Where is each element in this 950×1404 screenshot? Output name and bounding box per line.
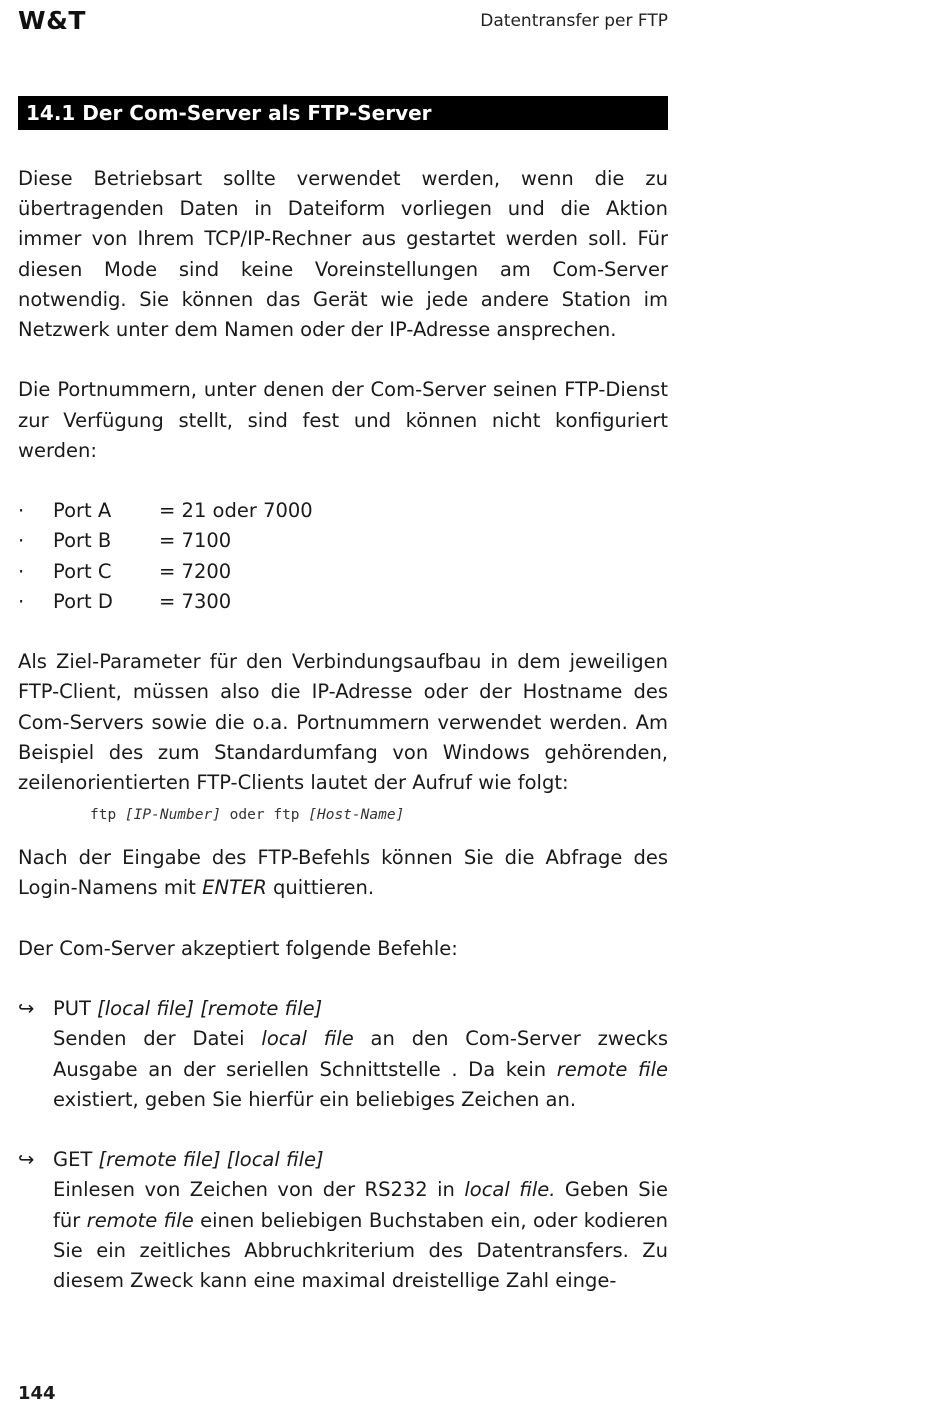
command-name: PUT: [53, 997, 98, 1021]
list-item: [18, 526, 668, 556]
bullet-icon: ·: [18, 589, 25, 613]
brand-logo: W&T: [18, 6, 86, 35]
emphasis-text: local file: [261, 1027, 354, 1051]
code-cmd: ftp: [90, 807, 125, 824]
command-get: [18, 1145, 668, 1296]
emphasis-text: local file.: [464, 1178, 556, 1202]
code-cmd: ftp: [273, 807, 309, 824]
paragraph-commands-intro: Der Com-Server akzeptiert folgende Befehle:: [18, 936, 458, 960]
emphasis-text: remote file: [556, 1057, 669, 1081]
command-signature: [53, 1145, 668, 1175]
paragraph-intro: Diese Betriebsart sollte verwendet werden, wenn die zu übertragenden Daten in Dateiform vorliegen und die Aktion immer von Ihrem TCP/IP-Rechner aus gestartet werden soll. Für diesen Mode sind keine Voreinstellungen am Com-Server notwendig. Sie können das Gerät wie jede andere Station im Netzwerk unter dem Namen oder der IP-Adresse ansprechen.: [18, 167, 668, 342]
command-args: [remote file] [local file]: [98, 1148, 324, 1172]
description-text: einen beliebigen Buchstaben ein, oder kodieren Sie ein zeitliches Abbruchkriterium des Datentransfers. Zu diesem Zweck kann eine maximal dreistellige Zahl einge-: [53, 1208, 668, 1292]
emphasis-text: remote file: [86, 1208, 194, 1232]
port-name: Port C: [53, 559, 112, 583]
port-value: = 21 oder 7000: [159, 499, 313, 523]
description-text: Senden der Datei: [53, 1027, 262, 1051]
command-name: GET: [53, 1148, 99, 1172]
port-list: [18, 496, 668, 617]
port-value: = 7200: [159, 559, 232, 583]
port-name: Port A: [53, 499, 112, 523]
code-arg: [IP-Number]: [124, 807, 221, 824]
hook-arrow-icon: ↪: [18, 1148, 35, 1172]
description-text: Geben Sie für: [53, 1178, 668, 1232]
emphasis-text: ENTER: [202, 876, 267, 900]
description-text: Einlesen von Zeichen von der RS232 in: [53, 1178, 465, 1202]
paragraph-client: Als Ziel-Parameter für den Verbindungsaufbau in dem jeweiligen FTP-Client, müssen also die IP-Adresse oder der Hostname des Com-Servers sowie die o.a. Portnummern verwendet werden. Am Beispiel des zum Standardumfang von Windows gehörenden, zeilenorientierten FTP-Clients lautet der Aufruf wie folgt:: [18, 650, 668, 794]
code-separator: oder: [220, 807, 274, 824]
command-description: [53, 1175, 668, 1296]
hook-arrow-icon: ↪: [18, 997, 35, 1021]
list-item: [18, 587, 668, 617]
paragraph-login: [18, 843, 668, 903]
command-description: [53, 1024, 668, 1115]
command-args: [local file] [remote file]: [97, 997, 323, 1021]
port-value: = 7100: [159, 529, 232, 553]
code-arg: [Host-Name]: [308, 807, 405, 824]
code-example: [18, 798, 668, 843]
paragraph-text: quittieren.: [266, 876, 375, 900]
list-item: [18, 557, 668, 587]
port-name: Port B: [53, 529, 112, 553]
running-head: Datentransfer per FTP: [480, 11, 668, 31]
bullet-icon: ·: [18, 499, 25, 523]
page-number: 144: [18, 1383, 56, 1404]
paragraph-text: Nach der Eingabe des FTP-Befehls können Sie die Abfrage des Login-Namens mit: [18, 846, 668, 900]
description-text: existiert, geben Sie hierfür ein beliebiges Zeichen an.: [53, 1087, 577, 1111]
bullet-icon: ·: [18, 559, 25, 583]
section-heading: 14.1 Der Com-Server als FTP-Server: [18, 96, 668, 130]
port-name: Port D: [53, 589, 113, 613]
description-text: an den Com-Server zwecks Ausgabe an der seriellen Schnittstelle . Da kein: [53, 1027, 669, 1081]
body-text: [18, 164, 668, 1296]
bullet-icon: ·: [18, 529, 25, 553]
paragraph-ports: Die Portnummern, unter denen der Com-Server seinen FTP-Dienst zur Verfügung stellt, sind fest und können nicht konfiguriert werden:: [18, 378, 668, 462]
command-signature: [53, 994, 668, 1024]
port-value: = 7300: [159, 589, 232, 613]
command-put: [18, 994, 668, 1115]
document-page: [18, 0, 669, 1404]
list-item: [18, 496, 668, 526]
